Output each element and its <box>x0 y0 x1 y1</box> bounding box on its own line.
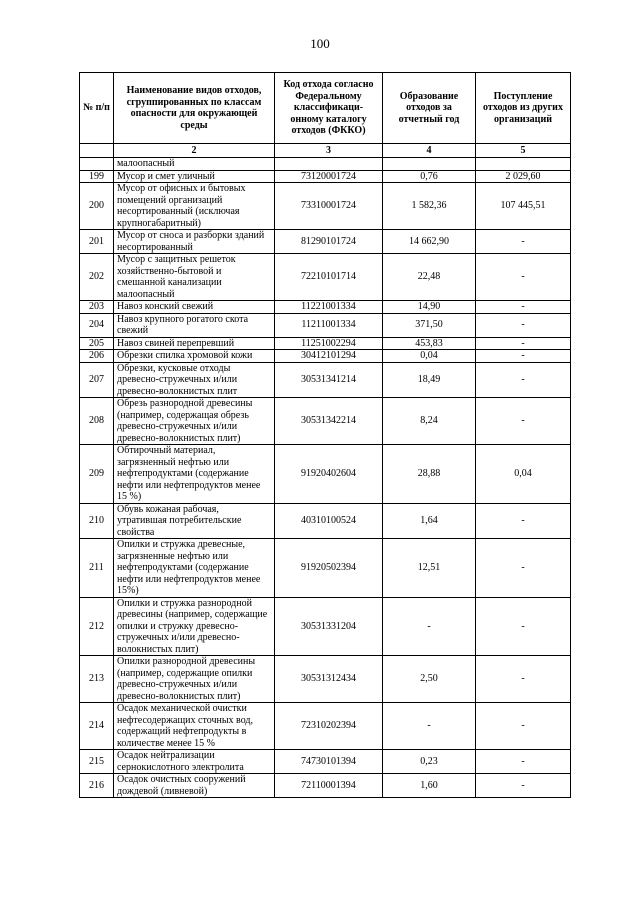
row-number <box>80 158 114 171</box>
waste-name: Обрезь разнородной древесины (например, содержащая обрезь древесно-стружечных и/или древесно-волокнистых плит) <box>114 398 275 445</box>
waste-name: Мусор от сноса и разборки зданий несортированный <box>114 230 275 254</box>
waste-name: Обрезки, кусковые отходы древесно-стружечных и/или древесно-волокнистых плит <box>114 362 275 398</box>
fkko-code: 72310202394 <box>275 703 383 750</box>
generated-amount: 14 662,90 <box>383 230 476 254</box>
row-number: 206 <box>80 350 114 363</box>
table-row <box>80 337 571 350</box>
table-row <box>80 445 571 504</box>
table-row <box>80 158 571 171</box>
generated-amount: 12,51 <box>383 539 476 598</box>
column-number-1 <box>80 144 114 158</box>
row-number: 211 <box>80 539 114 598</box>
table-row <box>80 503 571 539</box>
generated-amount: 28,88 <box>383 445 476 504</box>
waste-name: Обрезки спилка хромовой кожи <box>114 350 275 363</box>
table-row <box>80 183 571 230</box>
received-amount: - <box>476 774 571 798</box>
column-number-5: 5 <box>476 144 571 158</box>
fkko-code: 30412101294 <box>275 350 383 363</box>
received-amount: - <box>476 703 571 750</box>
table-row <box>80 313 571 337</box>
received-amount: - <box>476 313 571 337</box>
received-amount: - <box>476 362 571 398</box>
column-number-4: 4 <box>383 144 476 158</box>
fkko-code: 74730101394 <box>275 750 383 774</box>
waste-name: Опилки и стружка разнородной древесины (например, содержащие опилки и стружку древесно-стружечных и/или древесно-волокнистых плит) <box>114 597 275 656</box>
waste-name: Обтирочный материал, загрязненный нефтью или нефтепродуктами (содержание нефти или нефтепродуктов менее 15 %) <box>114 445 275 504</box>
fkko-code: 91920402604 <box>275 445 383 504</box>
waste-name: Мусор с защитных решеток хозяйственно-бытовой и смешанной канализации малоопасный <box>114 254 275 301</box>
fkko-code: 30531341214 <box>275 362 383 398</box>
generated-amount: 1,64 <box>383 503 476 539</box>
received-amount: - <box>476 350 571 363</box>
generated-amount <box>383 158 476 171</box>
table-row <box>80 774 571 798</box>
received-amount: - <box>476 750 571 774</box>
generated-amount: 18,49 <box>383 362 476 398</box>
generated-amount: 0,23 <box>383 750 476 774</box>
fkko-code: 81290101724 <box>275 230 383 254</box>
generated-amount: 14,90 <box>383 301 476 314</box>
table-row <box>80 170 571 183</box>
received-amount: 2 029,60 <box>476 170 571 183</box>
table-row <box>80 398 571 445</box>
generated-amount: 371,50 <box>383 313 476 337</box>
fkko-code: 73310001724 <box>275 183 383 230</box>
fkko-code: 11211001334 <box>275 313 383 337</box>
fkko-code: 11251002294 <box>275 337 383 350</box>
row-number: 207 <box>80 362 114 398</box>
generated-amount: 2,50 <box>383 656 476 703</box>
row-number: 204 <box>80 313 114 337</box>
fkko-code: 72210101714 <box>275 254 383 301</box>
generated-amount: 0,76 <box>383 170 476 183</box>
waste-name: Осадок очистных сооружений дождевой (ливневой) <box>114 774 275 798</box>
row-number: 213 <box>80 656 114 703</box>
row-number: 201 <box>80 230 114 254</box>
fkko-code: 11221001334 <box>275 301 383 314</box>
page-number: 100 <box>310 36 330 51</box>
row-number: 202 <box>80 254 114 301</box>
received-amount: 107 445,51 <box>476 183 571 230</box>
waste-name: Навоз конский свежий <box>114 301 275 314</box>
waste-name: Обувь кожаная рабочая, утратившая потребительские свойства <box>114 503 275 539</box>
waste-name: Опилки разнородной древесины (например, содержащие опилки древесно-стружечных и/или древесно-волокнистых плит) <box>114 656 275 703</box>
row-number: 216 <box>80 774 114 798</box>
column-number-3: 3 <box>275 144 383 158</box>
fkko-code <box>275 158 383 171</box>
table-row <box>80 703 571 750</box>
row-number: 200 <box>80 183 114 230</box>
fkko-code: 72110001394 <box>275 774 383 798</box>
table-row <box>80 350 571 363</box>
received-amount: - <box>476 337 571 350</box>
fkko-code: 91920502394 <box>275 539 383 598</box>
generated-amount: - <box>383 703 476 750</box>
generated-amount: 453,83 <box>383 337 476 350</box>
received-amount: - <box>476 656 571 703</box>
fkko-code: 30531342214 <box>275 398 383 445</box>
column-number-2: 2 <box>114 144 275 158</box>
received-amount: - <box>476 398 571 445</box>
row-number: 210 <box>80 503 114 539</box>
received-amount <box>476 158 571 171</box>
waste-name: малоопасный <box>114 158 275 171</box>
table-row <box>80 301 571 314</box>
received-amount: - <box>476 503 571 539</box>
row-number: 212 <box>80 597 114 656</box>
waste-name: Мусор и смет уличный <box>114 170 275 183</box>
generated-amount: 22,48 <box>383 254 476 301</box>
received-amount: 0,04 <box>476 445 571 504</box>
fkko-code: 73120001724 <box>275 170 383 183</box>
table-row <box>80 750 571 774</box>
waste-name: Осадок механической очистки нефтесодержащих сточных вод, содержащий нефтепродукты в количестве менее 15 % <box>114 703 275 750</box>
received-amount: - <box>476 597 571 656</box>
waste-name: Навоз крупного рогатого скота свежий <box>114 313 275 337</box>
waste-table <box>79 72 571 798</box>
received-amount: - <box>476 230 571 254</box>
row-number: 199 <box>80 170 114 183</box>
waste-name: Навоз свиней перепревший <box>114 337 275 350</box>
column-number-row <box>80 144 571 158</box>
waste-name: Мусор от офисных и бытовых помещений организаций несортированный (исключая крупногабаритный) <box>114 183 275 230</box>
table-row <box>80 254 571 301</box>
waste-name: Осадок нейтрализации сернокислотного электролита <box>114 750 275 774</box>
header-number: № п/п <box>80 73 114 144</box>
header-row <box>80 73 571 144</box>
table-row <box>80 597 571 656</box>
received-amount: - <box>476 539 571 598</box>
table-body <box>80 158 571 798</box>
header-code: Код отхода согласно Федеральному классификаци-онному каталогу отходов (ФККО) <box>275 73 383 144</box>
header-name: Наименование видов отходов, сгруппированных по классам опасности для окружающей среды <box>114 73 275 144</box>
row-number: 209 <box>80 445 114 504</box>
table-row <box>80 362 571 398</box>
fkko-code: 40310100524 <box>275 503 383 539</box>
received-amount: - <box>476 301 571 314</box>
header-received: Поступление отходов из других организаций <box>476 73 571 144</box>
fkko-code: 30531312434 <box>275 656 383 703</box>
row-number: 215 <box>80 750 114 774</box>
table-row <box>80 539 571 598</box>
table-row <box>80 230 571 254</box>
row-number: 214 <box>80 703 114 750</box>
generated-amount: 1,60 <box>383 774 476 798</box>
row-number: 203 <box>80 301 114 314</box>
row-number: 208 <box>80 398 114 445</box>
generated-amount: 8,24 <box>383 398 476 445</box>
row-number: 205 <box>80 337 114 350</box>
fkko-code: 30531331204 <box>275 597 383 656</box>
header-generated: Образование отходов за отчетный год <box>383 73 476 144</box>
generated-amount: 1 582,36 <box>383 183 476 230</box>
generated-amount: - <box>383 597 476 656</box>
table-row <box>80 656 571 703</box>
received-amount: - <box>476 254 571 301</box>
generated-amount: 0,04 <box>383 350 476 363</box>
waste-name: Опилки и стружка древесные, загрязненные нефтью или нефтепродуктами (содержание нефти или нефтепродуктов менее 15%) <box>114 539 275 598</box>
